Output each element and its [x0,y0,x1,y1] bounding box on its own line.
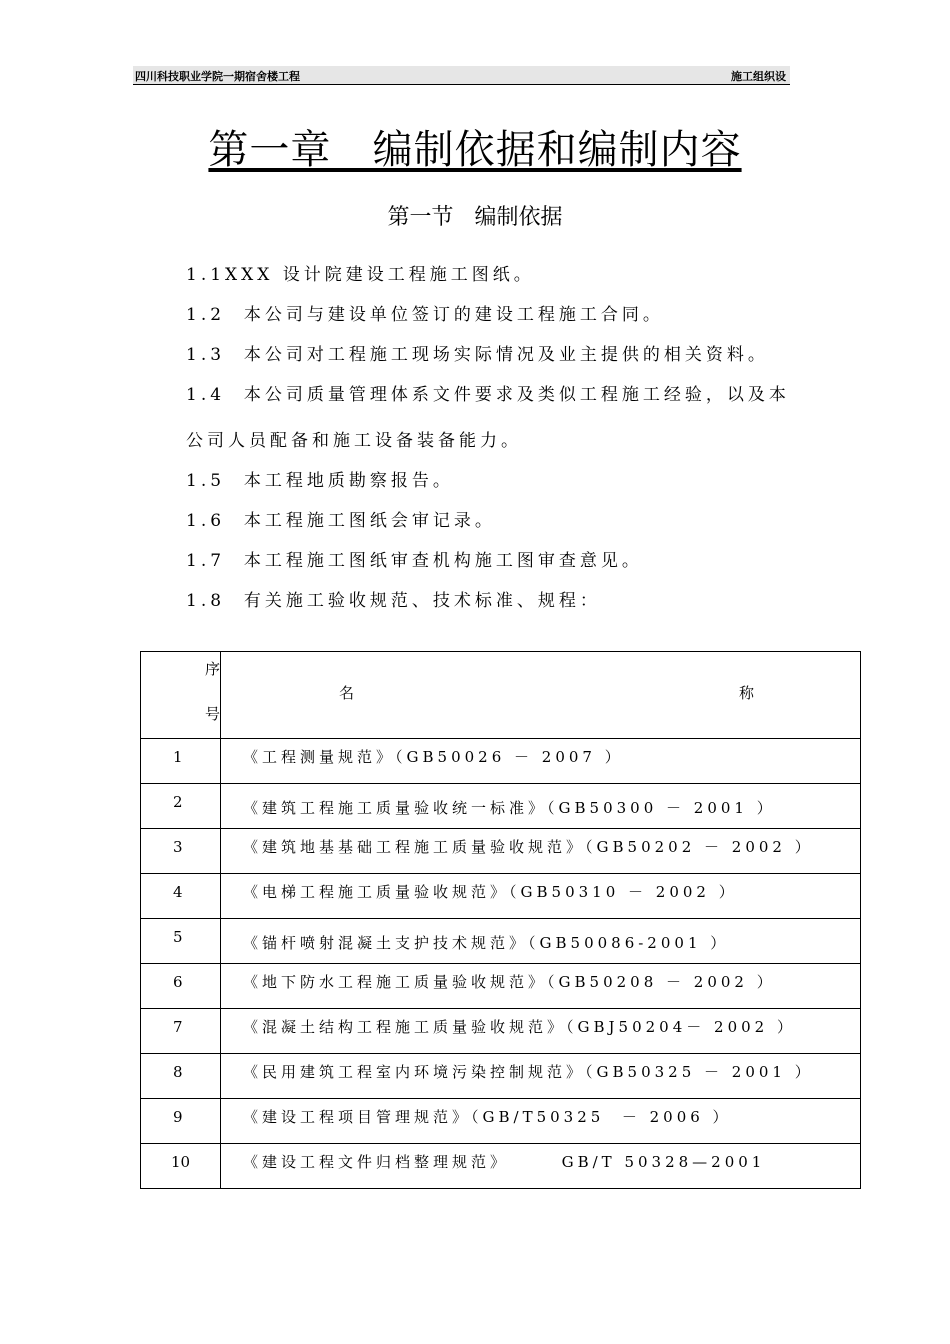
table-row [141,829,861,874]
standard-name: 《混凝土结构工程施工质量验收规范》（GBJ50204－ 2002 ） [221,1009,861,1054]
basis-item-continued: 公司人员配备和施工设备装备能力。 [186,431,522,451]
table-row [141,1099,861,1144]
table-row [141,919,861,964]
chapter-title: 第一章 编制依据和编制内容 [208,127,742,173]
header-doc-type: 施工组织设 [731,70,786,83]
standard-name: 《地下防水工程施工质量验收规范》（GB50208 － 2002 ） [221,964,861,1009]
table-row [141,1054,861,1099]
standard-name: 《工程测量规范》（GB50026 － 2007 ） [221,739,861,784]
standard-name: 《建设工程文件归档整理规范》 GB/T 50328—2001 [221,1144,861,1189]
table-row [141,1144,861,1189]
row-number: 7 [141,1009,221,1054]
table-row [141,739,861,784]
basis-item: 1.8 有关施工验收规范、技术标准、规程： [186,591,601,611]
header-name-right: 称 [739,684,755,702]
row-number: 10 [141,1144,221,1189]
header-project-name: 四川科技职业学院一期宿舍楼工程 [135,70,300,83]
standard-name: 《建筑工程施工质量验收统一标准》（GB50300 － 2001 ） [221,784,861,829]
standard-name: 《电梯工程施工质量验收规范》（GB50310 － 2002 ） [221,874,861,919]
header-name-left: 名 [339,684,355,702]
table-row [141,1009,861,1054]
header-seq-cell [141,652,221,739]
row-number: 3 [141,829,221,874]
standard-name: 《建设工程项目管理规范》（GB/T50325 － 2006 ） [221,1099,861,1144]
header-seq-top: 序 [205,660,221,678]
row-number: 1 [141,739,221,784]
section-title: 第一节 编制依据 [387,205,563,230]
basis-item: 1.7 本工程施工图纸审查机构施工图审查意见。 [186,551,643,571]
row-number: 5 [141,919,221,964]
basis-item: 1.3 本公司对工程施工现场实际情况及业主提供的相关资料。 [186,345,769,365]
basis-item: 1.6 本工程施工图纸会审记录。 [186,511,496,531]
row-number: 2 [141,784,221,829]
header-name-cell [221,652,861,739]
table-row [141,874,861,919]
row-number: 6 [141,964,221,1009]
standard-name: 《民用建筑工程室内环境污染控制规范》（GB50325 － 2001 ） [221,1054,861,1099]
standard-name: 《锚杆喷射混凝土支护技术规范》（GB50086-2001 ） [221,919,861,964]
basis-item: 1.2 本公司与建设单位签订的建设工程施工合同。 [186,305,664,325]
row-number: 8 [141,1054,221,1099]
basis-item: 1.1XXX 设计院建设工程施工图纸。 [186,265,535,285]
basis-item: 1.5 本工程地质勘察报告。 [186,471,454,491]
standards-table [140,651,861,1189]
table-row [141,964,861,1009]
table-row [141,784,861,829]
header-seq-bottom: 号 [205,705,221,723]
row-number: 4 [141,874,221,919]
row-number: 9 [141,1099,221,1144]
page-header [133,66,790,85]
table-header-row [141,652,861,739]
basis-item: 1.4 本公司质量管理体系文件要求及类似工程施工经验，以及本 [186,385,790,405]
standard-name: 《建筑地基基础工程施工质量验收规范》（GB50202 － 2002 ） [221,829,861,874]
